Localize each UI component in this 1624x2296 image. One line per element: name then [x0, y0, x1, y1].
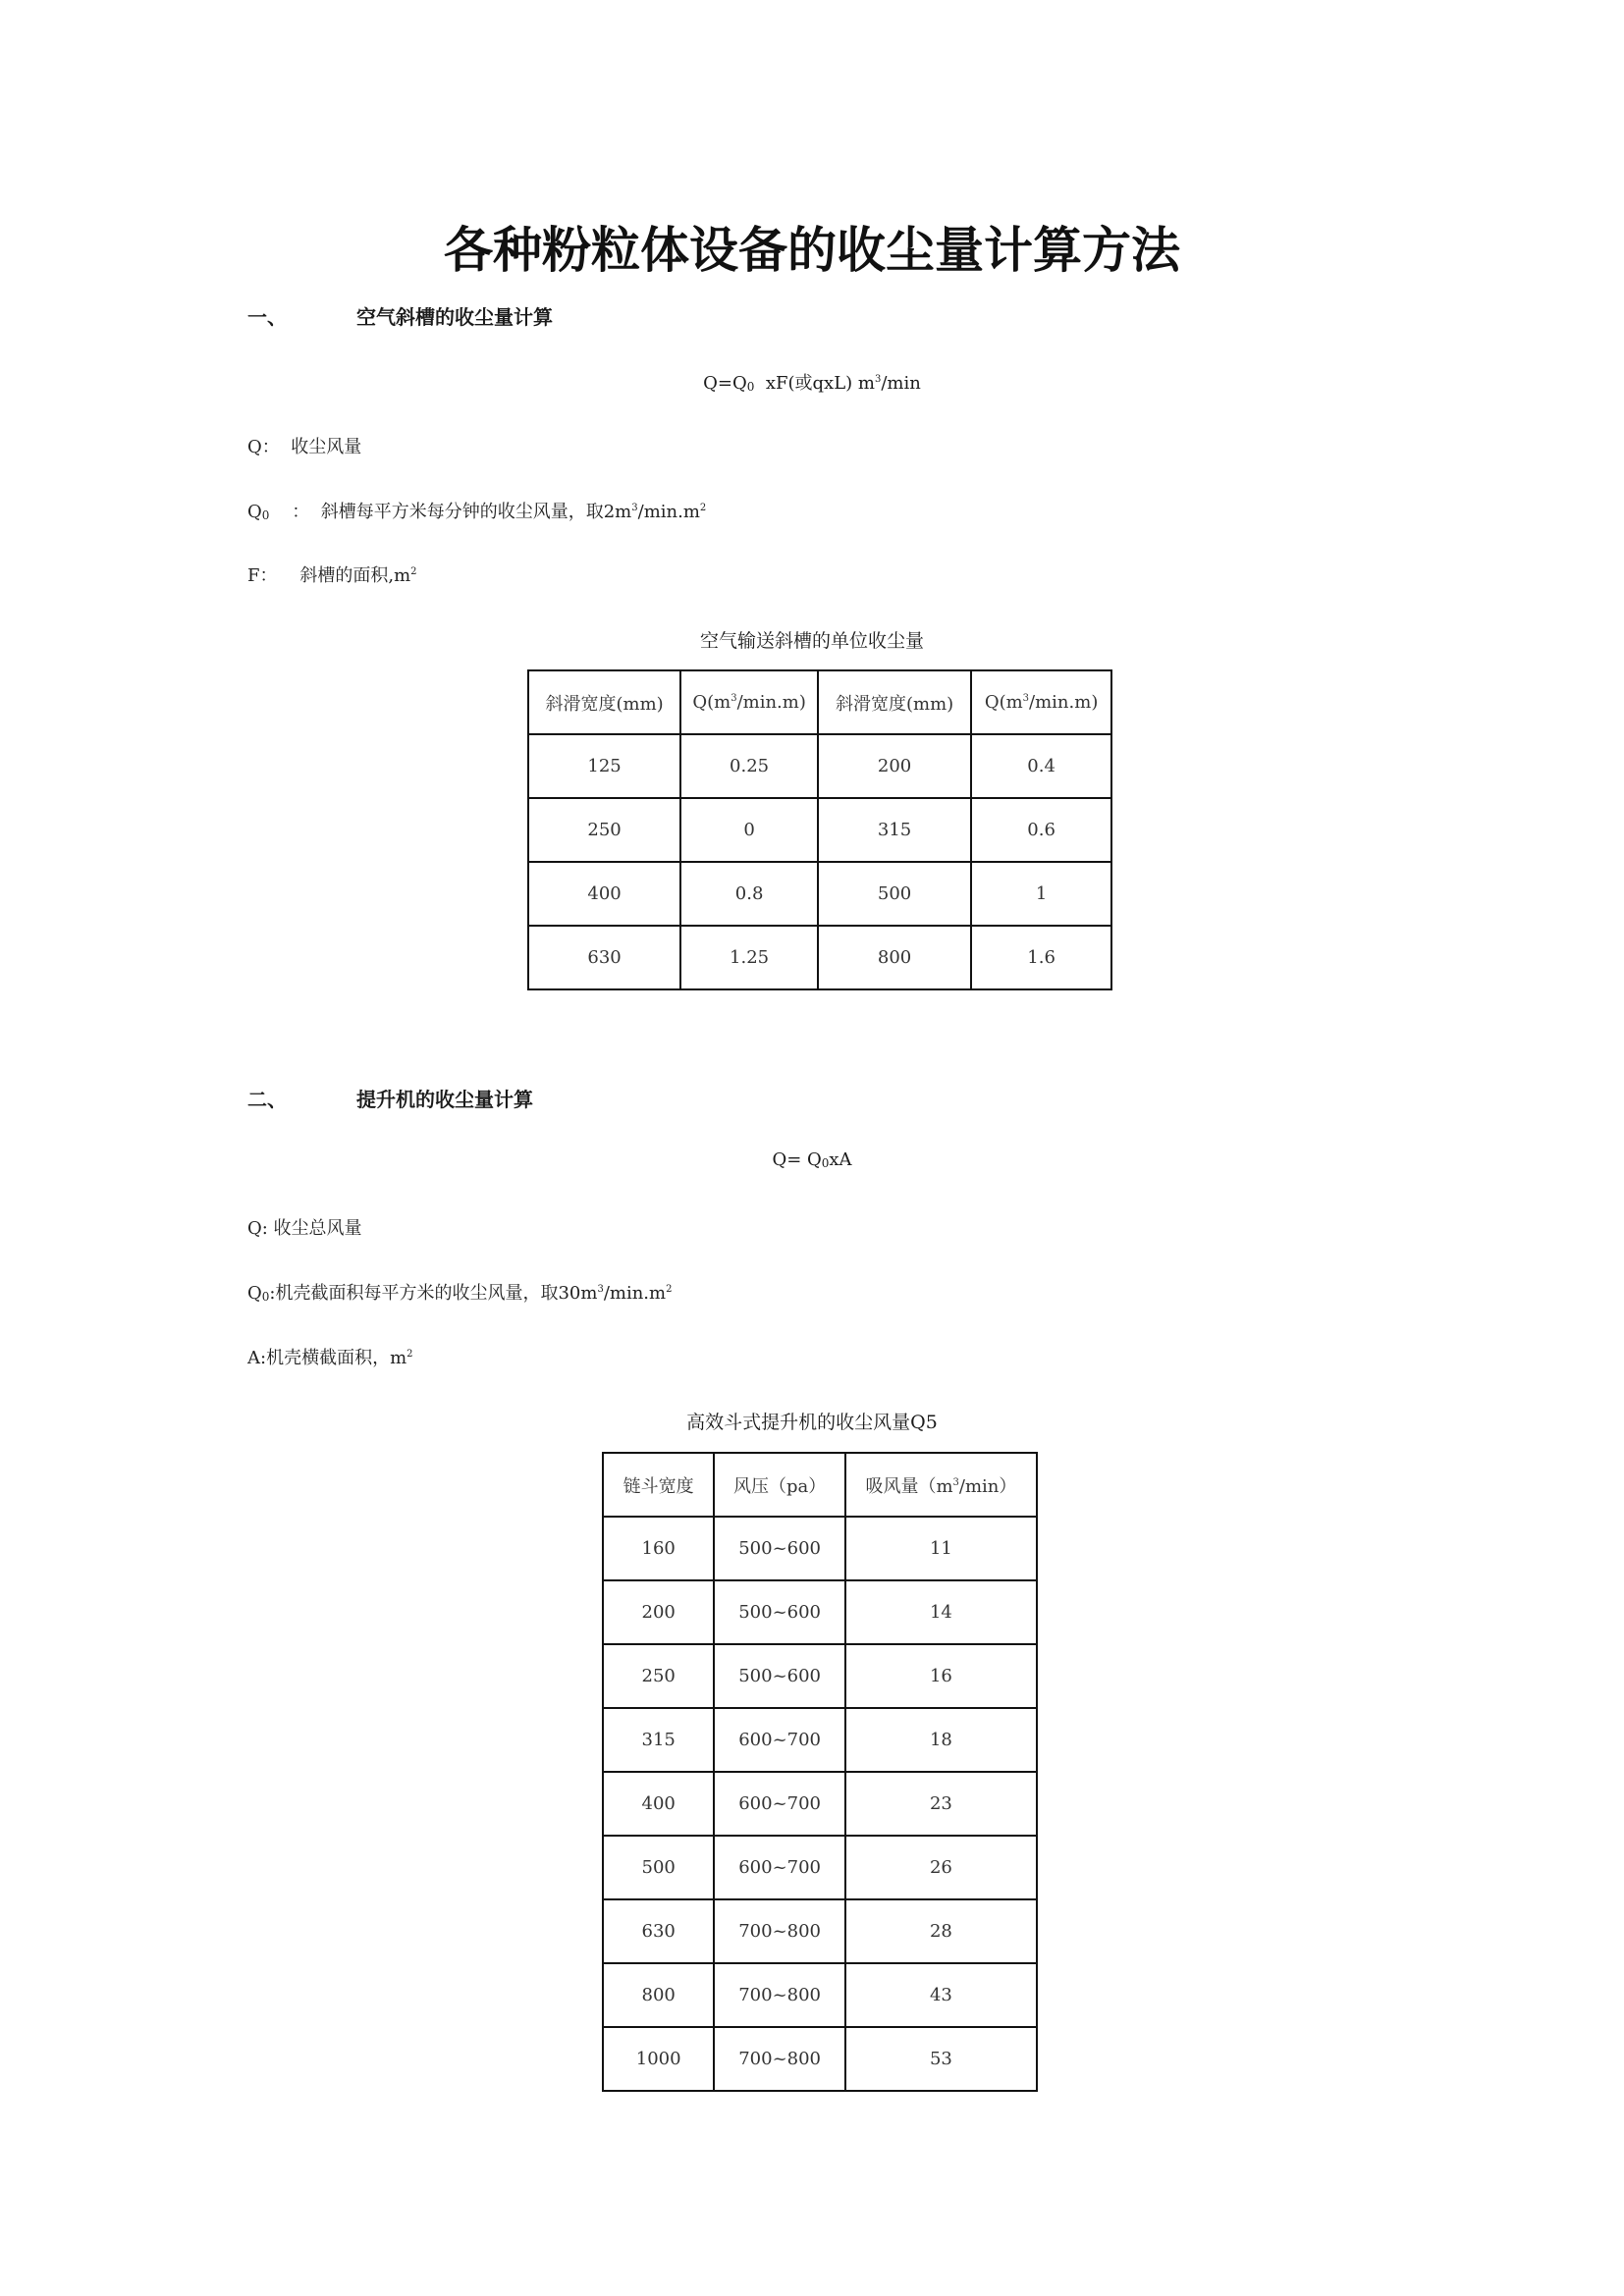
header-cell: 斜滑宽度(mm): [528, 670, 680, 734]
table-cell: 600~700: [714, 1708, 845, 1772]
table-cell: 800: [818, 926, 971, 989]
table-row: [528, 926, 1111, 989]
section-2-def-q0: $Q_0$:机壳截面积每平方米的收尘风量，取$30m^3/\min.m^2$: [247, 1283, 673, 1304]
table-cell: 400: [603, 1772, 714, 1836]
table-cell: 0.25: [680, 734, 818, 798]
table-cell: 160: [603, 1517, 714, 1580]
table-cell: 400: [528, 862, 680, 926]
section-2-formula: $Q= Q_0xA$: [772, 1149, 852, 1170]
table-2-caption: 高效斗式提升机的收尘风量Q5: [686, 1412, 938, 1433]
table-cell: 125: [528, 734, 680, 798]
table-header-row: [603, 1453, 1037, 1517]
table-cell: 315: [603, 1708, 714, 1772]
header-cell: $Q(m^3/\min.m)$: [680, 670, 818, 734]
table-cell: 1000: [603, 2027, 714, 2091]
table-row: [603, 2027, 1037, 2091]
table-cell: 630: [603, 1899, 714, 1963]
table-cell: 0.8: [680, 862, 818, 926]
table-cell: 700~800: [714, 1899, 845, 1963]
table-cell: 250: [528, 798, 680, 862]
section-1-formula: $Q=Q_0$ xF(或qxL) $m^3/\min$: [703, 373, 921, 394]
section-1-def-q0: $Q_0$ ： 斜槽每平方米每分钟的收尘风量，取$2m^3/\min.m^2$: [247, 502, 707, 522]
table-cell: 0: [680, 798, 818, 862]
table-cell: 14: [845, 1580, 1037, 1644]
table-cell: 600~700: [714, 1836, 845, 1899]
table-row: [603, 1963, 1037, 2027]
section-1-number: 一、: [247, 305, 287, 329]
table-cell: 315: [818, 798, 971, 862]
table-row: [603, 1644, 1037, 1708]
table-cell: 43: [845, 1963, 1037, 2027]
section-1-def-f: F： 斜槽的面积$,m^2$: [247, 565, 417, 586]
section-2-number: 二、: [247, 1088, 287, 1111]
page-title: 各种粉粒体设备的收尘量计算方法: [444, 222, 1180, 279]
table-cell: 16: [845, 1644, 1037, 1708]
table-row: [528, 734, 1111, 798]
table-cell: 700~800: [714, 2027, 845, 2091]
table-header-row: [528, 670, 1111, 734]
section-1-def-q: Q： 收尘风量: [247, 437, 362, 457]
table-row: [528, 798, 1111, 862]
table-cell: 200: [818, 734, 971, 798]
table-cell: 500~600: [714, 1517, 845, 1580]
table-cell: 28: [845, 1899, 1037, 1963]
table-cell: 500: [603, 1836, 714, 1899]
table-row: [528, 862, 1111, 926]
air-chute-table: [527, 669, 1112, 990]
table-row: [603, 1580, 1037, 1644]
table-cell: 1.6: [971, 926, 1111, 989]
table-cell: 0.4: [971, 734, 1111, 798]
table-cell: 800: [603, 1963, 714, 2027]
section-1-heading: 空气斜槽的收尘量计算: [356, 305, 553, 329]
table-cell: 18: [845, 1708, 1037, 1772]
table-row: [603, 1836, 1037, 1899]
table-cell: 1: [971, 862, 1111, 926]
header-cell: 风压（pa）: [714, 1453, 845, 1517]
table-cell: 250: [603, 1644, 714, 1708]
table-cell: 0.6: [971, 798, 1111, 862]
table-cell: 53: [845, 2027, 1037, 2091]
table-row: [603, 1772, 1037, 1836]
table-cell: 500~600: [714, 1644, 845, 1708]
table-cell: 1.25: [680, 926, 818, 989]
bucket-elevator-table: [602, 1452, 1038, 2092]
table-1-caption: 空气输送斜槽的单位收尘量: [699, 630, 924, 652]
table-cell: 600~700: [714, 1772, 845, 1836]
section-2-def-q: Q: 收尘总风量: [247, 1218, 362, 1239]
table-cell: 630: [528, 926, 680, 989]
section-2-def-a: A:机壳横截面积，$m^2$: [247, 1348, 413, 1368]
table-cell: 26: [845, 1836, 1037, 1899]
table-cell: 11: [845, 1517, 1037, 1580]
table-cell: 200: [603, 1580, 714, 1644]
header-cell: 链斗宽度: [603, 1453, 714, 1517]
table-row: [603, 1899, 1037, 1963]
table-row: [603, 1517, 1037, 1580]
header-cell: 斜滑宽度(mm): [818, 670, 971, 734]
table-cell: 23: [845, 1772, 1037, 1836]
table-cell: 700~800: [714, 1963, 845, 2027]
header-cell: 吸风量$(m^3/\min)$: [845, 1453, 1037, 1517]
table-row: [603, 1708, 1037, 1772]
header-cell: $Q(m^3/\min.m)$: [971, 670, 1111, 734]
table-cell: 500~600: [714, 1580, 845, 1644]
section-2-heading: 提升机的收尘量计算: [356, 1088, 533, 1111]
table-cell: 500: [818, 862, 971, 926]
